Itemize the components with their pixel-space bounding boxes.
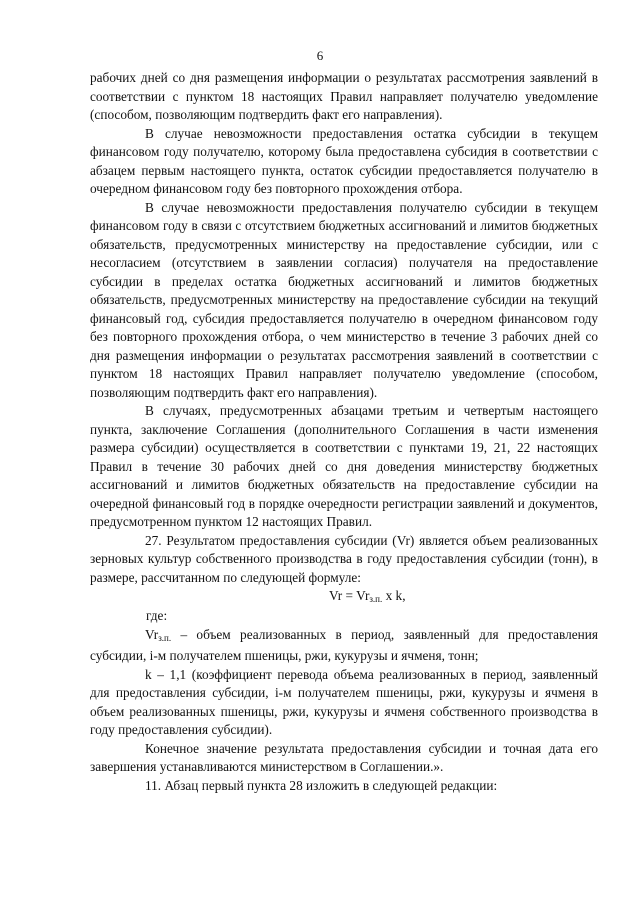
where-label: где: <box>146 608 168 623</box>
definition-vr-subscript: з.п. <box>158 632 172 643</box>
formula-subscript: з.п. <box>369 594 383 604</box>
formula-lhs: Vr = Vr <box>329 588 370 603</box>
paragraph-item-27: 27. Результатом предоставления субсидии (Vr) является объем реализованных зерновых культур собственного производства в году предоставления субсидии (тонн), в размере, рассчитанном по следующей формуле: <box>90 532 598 585</box>
paragraph-no-budget: В случае невозможности предоставления получателю субсидии в текущем финансовом году в связи с отсутствием бюджетных ассигнований и лимитов бюджетных обязательств, предусмотренных министерству на предоставление субсидии, или с несогласием (отсутствием в заявлении согласия) получателя на предоставление субсидии в пределах остатка бюджетных ассигнований и лимитов бюджетных обязательств, предусмотренных министерству на предоставление субсидии на текущий финансовый год, субсидия предоставляется получателю в очередном финансовом году без повторного прохождения отбора, о чем министерство в течение 3 рабочих дней со дня размещения информации о результатах рассмотрения заявлений в соответствии с пунктом 18 настоящих Правил направляет получателю уведомление (способом, позволяющим подтвердить факт его направления). <box>90 199 598 400</box>
paragraph-continuation: рабочих дней со дня размещения информации о результатах рассмотрения заявлений в соответствии с пунктом 18 настоящих Правил направляет получателю уведомление (способом, позволяющим подтвердить факт его направления). <box>90 70 598 122</box>
definition-k: k – 1,1 (коэффициент перевода объема реализованных в период, заявленный для предоставления субсидии, i-м получателем пшеницы, ржи, кукурузы и ячменя в объем реализованных пшеницы, ржи, кукурузы и ячменя собственного производства в году предоставления субсидии). <box>90 666 598 737</box>
document-body <box>90 69 598 795</box>
paragraph-final-value: Конечное значение результата предоставления субсидии и точная дата его завершения устанавливаются министерством в Соглашении.». <box>90 740 598 774</box>
formula <box>90 587 598 607</box>
definition-vr-text: – объем реализованных в период, заявленный для предоставления субсидии, i-м получателем пшеницы, ржи, кукурузы и ячменя, тонн; <box>90 626 598 663</box>
paragraph-item-11: 11. Абзац первый пункта 28 изложить в следующей редакции: <box>145 777 498 793</box>
page-number: 6 <box>316 48 324 63</box>
paragraph-agreement: В случаях, предусмотренных абзацами третьим и четвертым настоящего пункта, заключение Соглашения (дополнительного Соглашения в части изменения размера субсидии) осуществляется в соответствии с пунктами 19, 21, 22 настоящих Правил в течение 30 рабочих дней со дня доведения министерству бюджетных ассигнований и лимитов бюджетных обязательств на предоставление субсидии на очередной финансовый год в порядке очередности регистрации заявлений и документов, предусмотренном пунктом 12 настоящих Правил. <box>90 403 598 529</box>
definition-vr <box>90 626 598 666</box>
formula-rhs: x k, <box>382 588 406 603</box>
definition-vr-symbol: Vr <box>145 626 159 642</box>
paragraph-remainder-subsidy: В случае невозможности предоставления остатка субсидии в текущем финансовом году получателю, которому была предоставлена субсидия в соответствии с абзацем первым настоящего пункта, остаток субсидии предоставляется получателю в очередном финансовом году без повторного прохождения отбора. <box>90 125 598 196</box>
